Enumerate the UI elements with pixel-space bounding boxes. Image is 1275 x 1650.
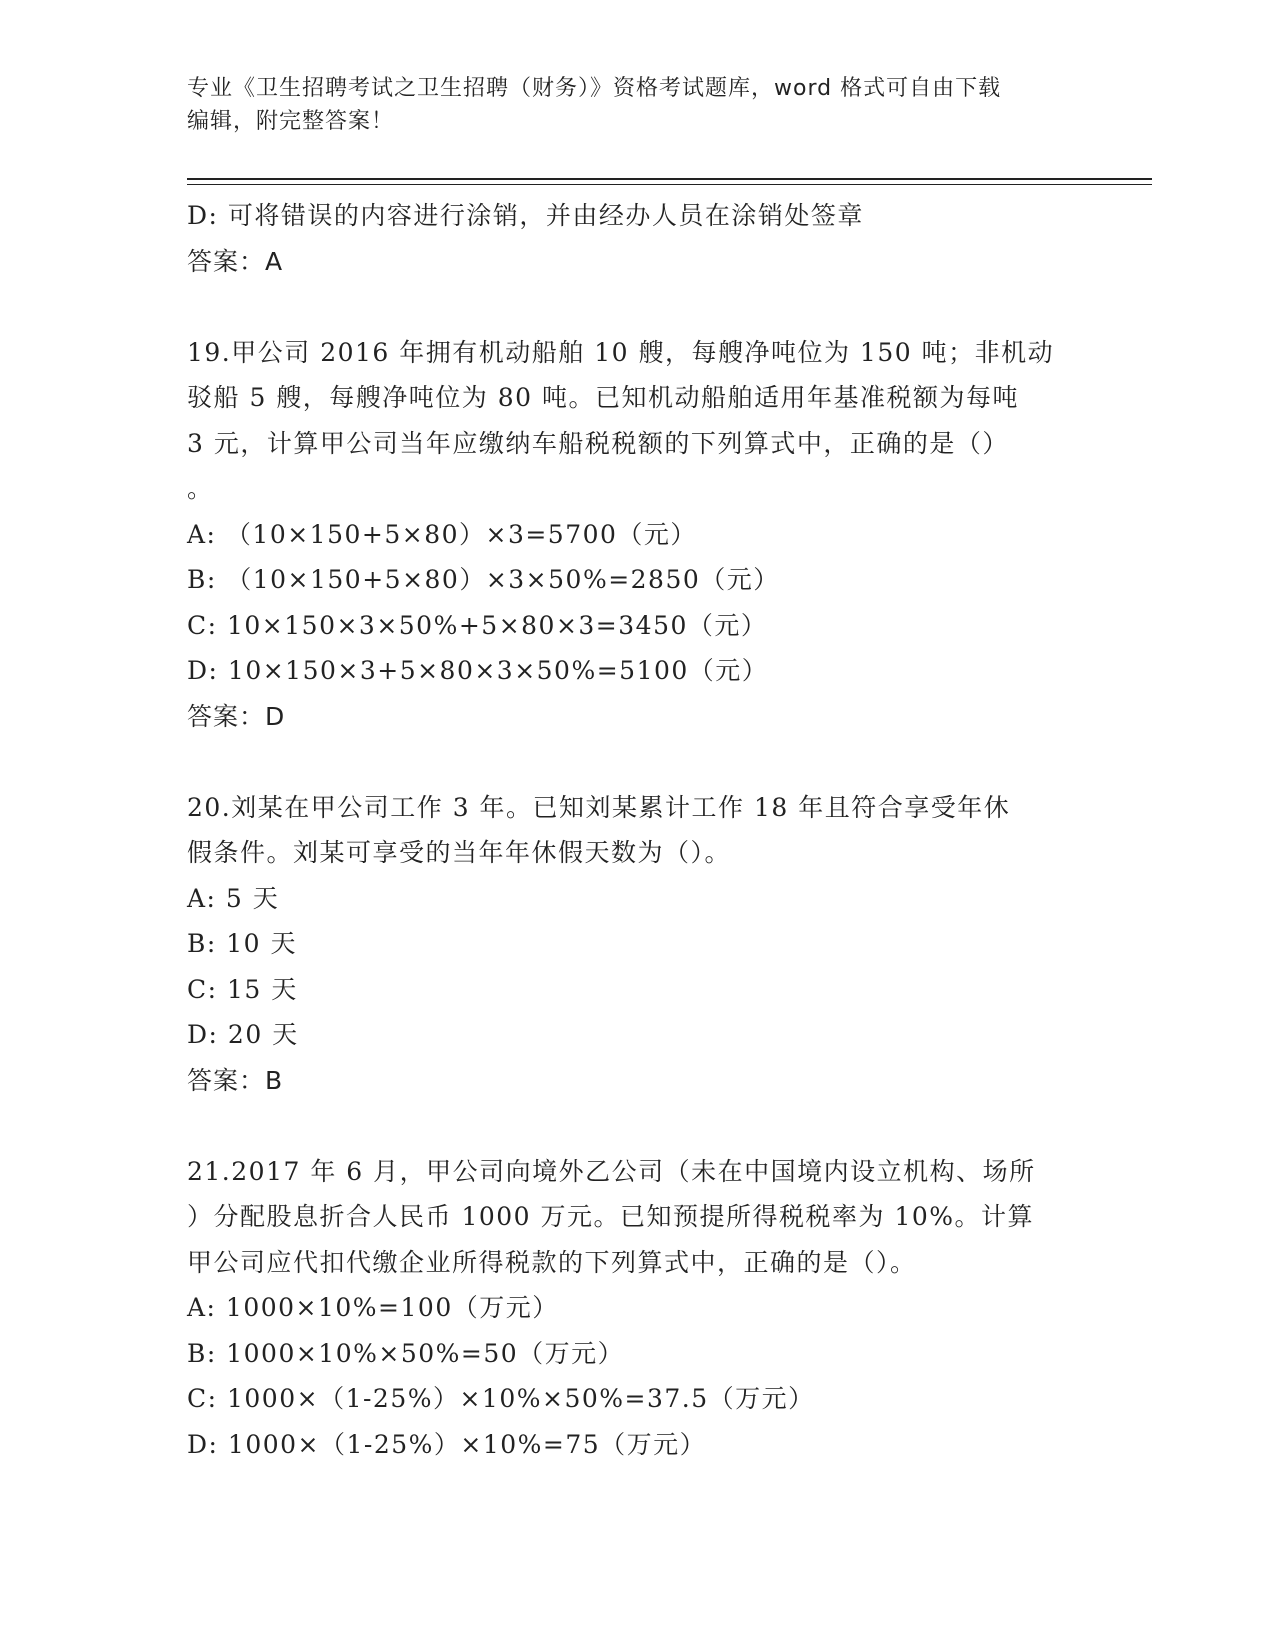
question-stem-line: 驳船 5 艘，每艘净吨位为 80 吨。已知机动船舶适用年基准税额为每吨 [187,383,1020,412]
option-c: C: 10×150×3×50%+5×80×3=3450（元） [187,610,768,640]
question-stem-line: 19.甲公司 2016 年拥有机动船舶 10 艘，每艘净吨位为 150 吨；非机动 [187,337,1055,367]
option-d: D: 1000×（1-25%）×10%=75（万元） [187,1429,707,1459]
header-line-1: 专业《卫生招聘考试之卫生招聘（财务）》资格考试题库，word 格式可自由下载 [187,76,1002,101]
option-b: B: 1000×10%×50%=50（万元） [187,1338,625,1368]
option-a: A: （10×150+5×80）×3=5700（元） [187,519,697,549]
document-header [187,72,1087,138]
question-stem-line: 3 元，计算甲公司当年应缴纳车船税税额的下列算式中，正确的是（） [187,428,1009,458]
option-d: D: 10×150×3+5×80×3×50%=5100（元） [187,656,769,685]
option-a: A: 5 天 [187,883,280,913]
option-b: B: 10 天 [187,929,297,958]
option-c: C: 15 天 [187,974,298,1004]
spacer [187,1103,1087,1149]
option-a: A: 1000×10%=100（万元） [187,1293,559,1322]
question-stem-line: 甲公司应代扣代缴企业所得税款的下列算式中，正确的是（）。 [187,1247,917,1277]
option-b: B: （10×150+5×80）×3×50%=2850（元） [187,565,780,594]
question-21 [187,1149,1087,1468]
answer: 答案：B [187,1065,284,1095]
question-stem-line: 20.刘某在甲公司工作 3 年。已知刘某累计工作 18 年且符合享受年休 [187,792,1011,822]
question-stem-line: 21.2017 年 6 月，甲公司向境外乙公司（未在中国境内设立机构、场所 [187,1156,1036,1186]
question-20 [187,785,1087,1104]
header-rule-thin [187,184,1152,185]
question-stem-line: 。 [187,474,214,503]
prev-option-d: D: 可将错误的内容进行涂销，并由经办人员在涂销处签章 [187,201,864,230]
question-stem-line: 假条件。刘某可享受的当年年休假天数为（）。 [187,838,732,867]
option-d: D: 20 天 [187,1020,299,1049]
question-19 [187,330,1087,740]
prev-answer: 答案：A [187,246,284,276]
question-content [187,193,1087,1467]
header-rule-thick [187,178,1152,180]
answer: 答案：D [187,701,286,731]
header-line-2: 编辑，附完整答案！ [187,109,395,134]
option-c: C: 1000×（1-25%）×10%×50%=37.5（万元） [187,1384,815,1413]
spacer [187,284,1087,330]
question-stem-line: ）分配股息折合人民币 1000 万元。已知预提所得税税率为 10%。计算 [187,1202,1035,1231]
spacer [187,739,1087,785]
